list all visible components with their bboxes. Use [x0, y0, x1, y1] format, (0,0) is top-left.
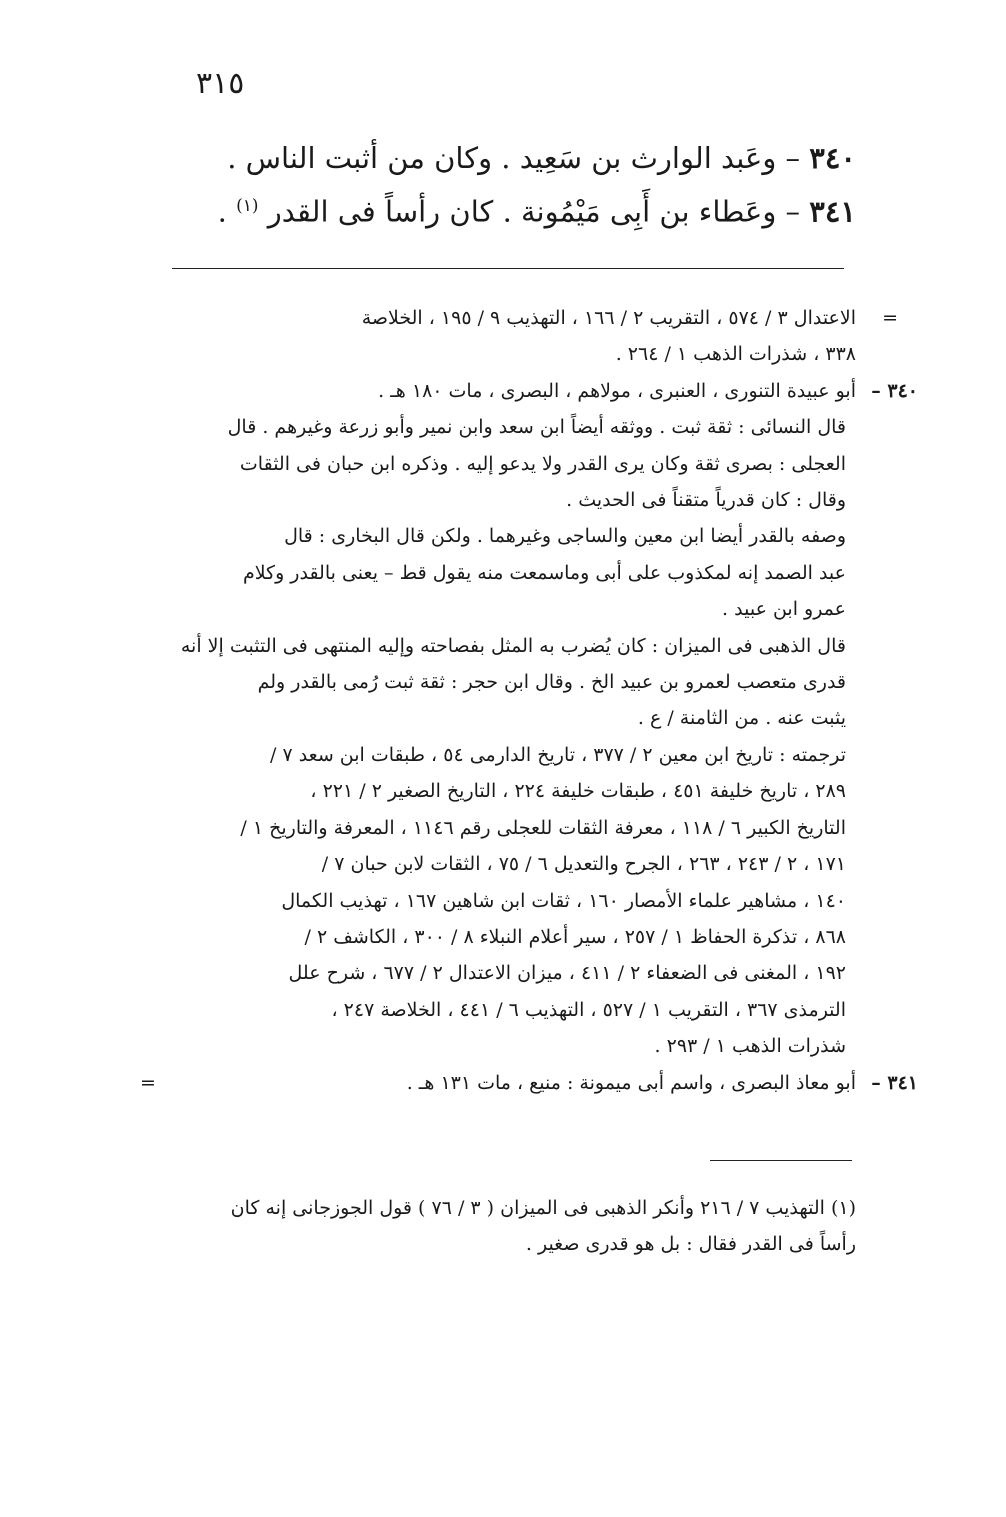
note-line: ٣٣٨ ، شذرات الذهب ١ / ٢٦٤ .	[615, 343, 856, 366]
note-line: العجلى : بصرى ثقة وكان يرى القدر ولا يدعو إليه . وذكره ابن حبان فى الثقات	[239, 452, 846, 475]
entry-dash: –	[785, 194, 801, 229]
note-line: أبو عبيدة التنورى ، العنبرى ، مولاهم ، البصرى ، مات ١٨٠ هـ .	[378, 379, 856, 402]
note-line: ١٧١ ، ٢ / ٢٤٣ ، ٢٦٣ ، الجرح والتعديل ٦ / ٧٥ ، الثقات لابن حبان ٧ /	[321, 853, 846, 876]
main-text	[136, 134, 856, 236]
note-number: ٣٤٠ –	[871, 379, 918, 402]
main-entry-341	[136, 182, 856, 236]
continuation-marker: =	[882, 307, 898, 329]
footnote-divider	[710, 1160, 852, 1161]
entry-text: وعَبد الوارث بن سَعِيد . وكان من أثبت الناس .	[227, 141, 777, 175]
note-line: أبو معاذ البصرى ، واسم أبى ميمونة : منيع ، مات ١٣١ هـ .	[406, 1071, 856, 1094]
note-line: قال النسائى : ثقة ثبت . ووثقه أيضاً ابن سعد وابن نمير وأبو زرعة وغيرهم . قال	[227, 416, 846, 439]
entry-end: .	[217, 194, 237, 229]
note-continuation	[160, 300, 898, 373]
note-line: الترمذى ٣٦٧ ، التقريب ١ / ٥٢٧ ، التهذيب ٦ / ٤٤١ ، الخلاصة ٢٤٧ ،	[331, 998, 846, 1021]
note-number: ٣٤١ –	[871, 1071, 918, 1094]
continuation-marker: =	[140, 1071, 156, 1094]
note-line: ترجمته : تاريخ ابن معين ٢ / ٣٧٧ ، تاريخ الدارمى ٥٤ ، طبقات ابن سعد ٧ /	[270, 743, 846, 766]
note-line: قال الذهبى فى الميزان : كان يُضرب به المثل بفصاحته وإليه المنتهى فى التثبت إلا أنه	[180, 634, 846, 657]
note-line: شذرات الذهب ١ / ٢٩٣ .	[654, 1035, 846, 1058]
note-line: وقال : كان قدرياً متقناً فى الحديث .	[566, 489, 846, 512]
note-line: التاريخ الكبير ٦ / ١١٨ ، معرفة الثقات للعجلى رقم ١١٤٦ ، المعرفة والتاريخ ١ /	[240, 816, 846, 839]
note-line: عمرو ابن عبيد .	[722, 598, 846, 621]
note-line: قدرى متعصب لعمرو بن عبيد الخ . وقال ابن حجر : ثقة ثبت رُمى بالقدر ولم	[257, 671, 846, 694]
page-number: ٣١٥	[196, 66, 245, 101]
note-line: ١٤٠ ، مشاهير علماء الأمصار ١٦٠ ، ثقات ابن شاهين ١٦٧ ، تهذيب الكمال	[281, 889, 846, 912]
note-line: الاعتدال ٣ / ٥٧٤ ، التقريب ٢ / ١٦٦ ، التهذيب ٩ / ١٩٥ ، الخلاصة	[361, 307, 856, 329]
note-341	[140, 1065, 918, 1101]
note-340	[160, 373, 918, 1065]
entry-dash: –	[785, 141, 801, 175]
note-line: ٢٨٩ ، تاريخ خليفة ٤٥١ ، طبقات خليفة ٢٢٤ ، التاريخ الصغير ٢ / ٢٢١ ،	[310, 780, 846, 803]
footnote-line: رأساً فى القدر فقال : بل هو قدرى صغير .	[525, 1233, 856, 1255]
note-line: يثبت عنه . من الثامنة / ع .	[637, 707, 846, 730]
notes-section	[140, 300, 918, 1101]
footnote-line: (١) التهذيب ٧ / ٢١٦ وأنكر الذهبى فى الميزان ( ٣ / ٧٦ ) قول الجوزجانى إنه كان	[230, 1197, 856, 1219]
note-line: ٨٦٨ ، تذكرة الحفاظ ١ / ٢٥٧ ، سير أعلام النبلاء ٨ / ٣٠٠ ، الكاشف ٢ /	[304, 925, 846, 948]
note-line: وصفه بالقدر أيضا ابن معين والساجى وغيرهما . ولكن قال البخارى : قال	[284, 525, 846, 548]
main-entry-340	[136, 134, 856, 182]
note-line: عبد الصمد إنه لمكذوب على أبى وماسمعت منه يقول قط – يعنى بالقدر وكلام	[242, 561, 846, 584]
footnote-ref: (١)	[236, 196, 259, 216]
entry-number: ٣٤٠	[809, 141, 856, 175]
note-line: ١٩٢ ، المغنى فى الضعفاء ٢ / ٤١١ ، ميزان الاعتدال ٢ / ٦٧٧ ، شرح علل	[288, 962, 846, 985]
main-divider	[172, 268, 844, 269]
footnote	[160, 1190, 856, 1262]
entry-number: ٣٤١	[809, 194, 856, 229]
entry-text: وعَطاء بن أَبِى مَيْمُونة . كان رأساً فى القدر	[267, 194, 777, 229]
